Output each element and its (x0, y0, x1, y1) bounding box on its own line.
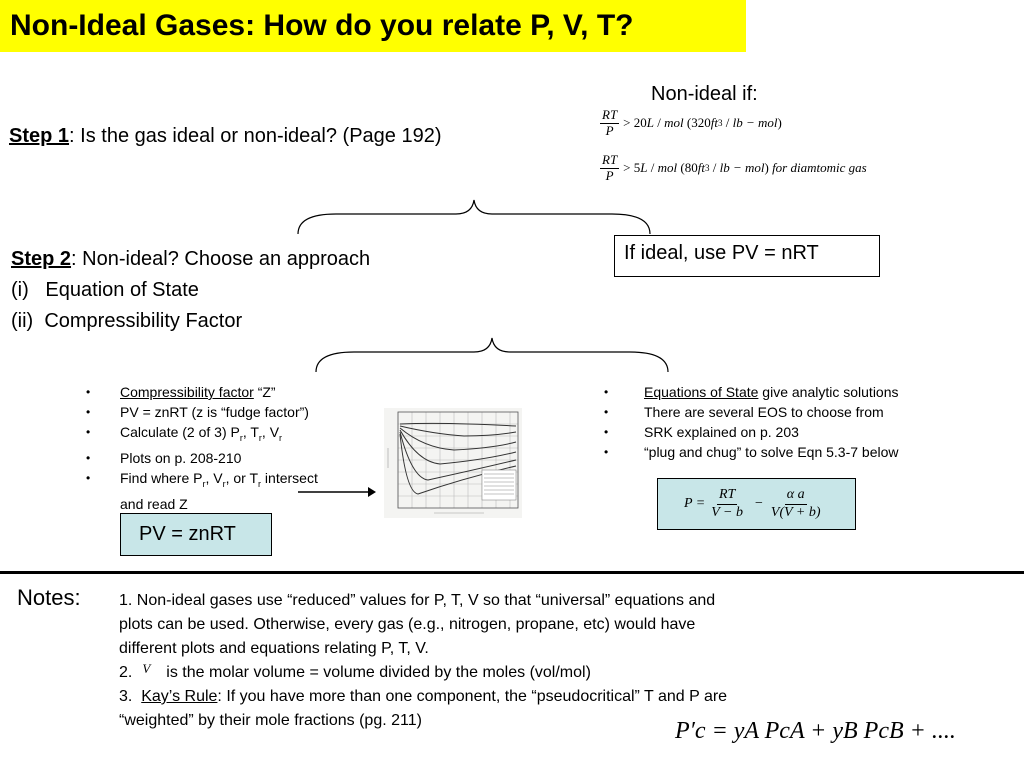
list-item: • Plots on p. 208-210 (86, 449, 242, 466)
step2-label: Step 2 (11, 248, 72, 270)
notes-line-4: 2. $^V$ is the molar volume = volume divided by the moles (vol/mol) (119, 661, 591, 681)
page-title: Non-Ideal Gases: How do you relate P, V, T? (0, 0, 746, 52)
notes-body (119, 589, 727, 733)
step2-option-2: (ii) Compressibility Factor (11, 310, 243, 332)
brace-top (296, 198, 652, 238)
step2-block (11, 244, 370, 337)
notes-line-6: “weighted” by their mole fractions (pg. 211) (119, 712, 422, 729)
notes-line-1: 1. Non-ideal gases use “reduced” values for P, T, V so that “universal” equations and (119, 592, 716, 609)
arrow-icon (296, 484, 378, 500)
kays-rule-equation: P′c = yA PcA + yB PcB + .... (675, 718, 956, 744)
nonideal-eq-1: $\frac{RT}{P}$ > 20 L / mol (320 ft 3 / lb − mol ) (602, 107, 782, 138)
list-item: • SRK explained on p. 203 (604, 424, 799, 440)
list-item: • Equations of State give analytic solutions (604, 384, 899, 400)
section-divider (0, 571, 1024, 574)
step1-label: Step 1 (9, 125, 70, 147)
list-item: and read Z (120, 495, 188, 512)
notes-line-5: 3. Kay’s Rule: If you have more than one component, the “pseudocritical” T and P are (119, 688, 728, 705)
eos-bullets (604, 382, 899, 462)
compressibility-chart-image (384, 408, 522, 518)
notes-line-3: different plots and equations relating P, T, V. (119, 640, 429, 657)
list-item: • There are several EOS to choose from (604, 404, 884, 420)
list-item: • Calculate (2 of 3) $P_r$, $T_r$, $V_r$ (86, 424, 283, 443)
ideal-box: If ideal, use PV = nRT (614, 235, 880, 277)
step1-text (9, 125, 442, 148)
compressibility-bullets (86, 382, 318, 514)
list-item: • Find where $P_r$, $V_r$, or $T_r$ intersect (86, 469, 318, 489)
nonideal-eq-2: $\frac{RT}{P}$ > 5 L / mol (80 ft 3 / lb − mol ) for diamtomic gas (602, 152, 867, 183)
nonideal-if-label: Non-ideal if: (651, 83, 758, 105)
notes-line-2: plots can be used. Otherwise, every gas (e.g., nitrogen, propane, etc) would have (119, 616, 696, 633)
pv-znrt-box: PV = znRT (120, 513, 272, 556)
notes-label: Notes: (17, 585, 81, 610)
step2-question: : Non-ideal? Choose an approach (71, 248, 371, 270)
list-item: • “plug and chug” to solve Eqn 5.3-7 below (604, 444, 899, 460)
list-item: • PV = znRT (z is “fudge factor”) (86, 404, 309, 420)
list-item: • Compressibility factor “Z” (86, 384, 276, 400)
step1-question: : Is the gas ideal or non-ideal? (Page 192) (69, 125, 442, 147)
step2-option-1: (i) Equation of State (11, 279, 199, 301)
srk-equation-box: P = $\frac{RT}{V - b}$ − $\frac{\text{α a}}{V(V + b)}$ (657, 478, 856, 530)
brace-bottom (314, 336, 670, 376)
